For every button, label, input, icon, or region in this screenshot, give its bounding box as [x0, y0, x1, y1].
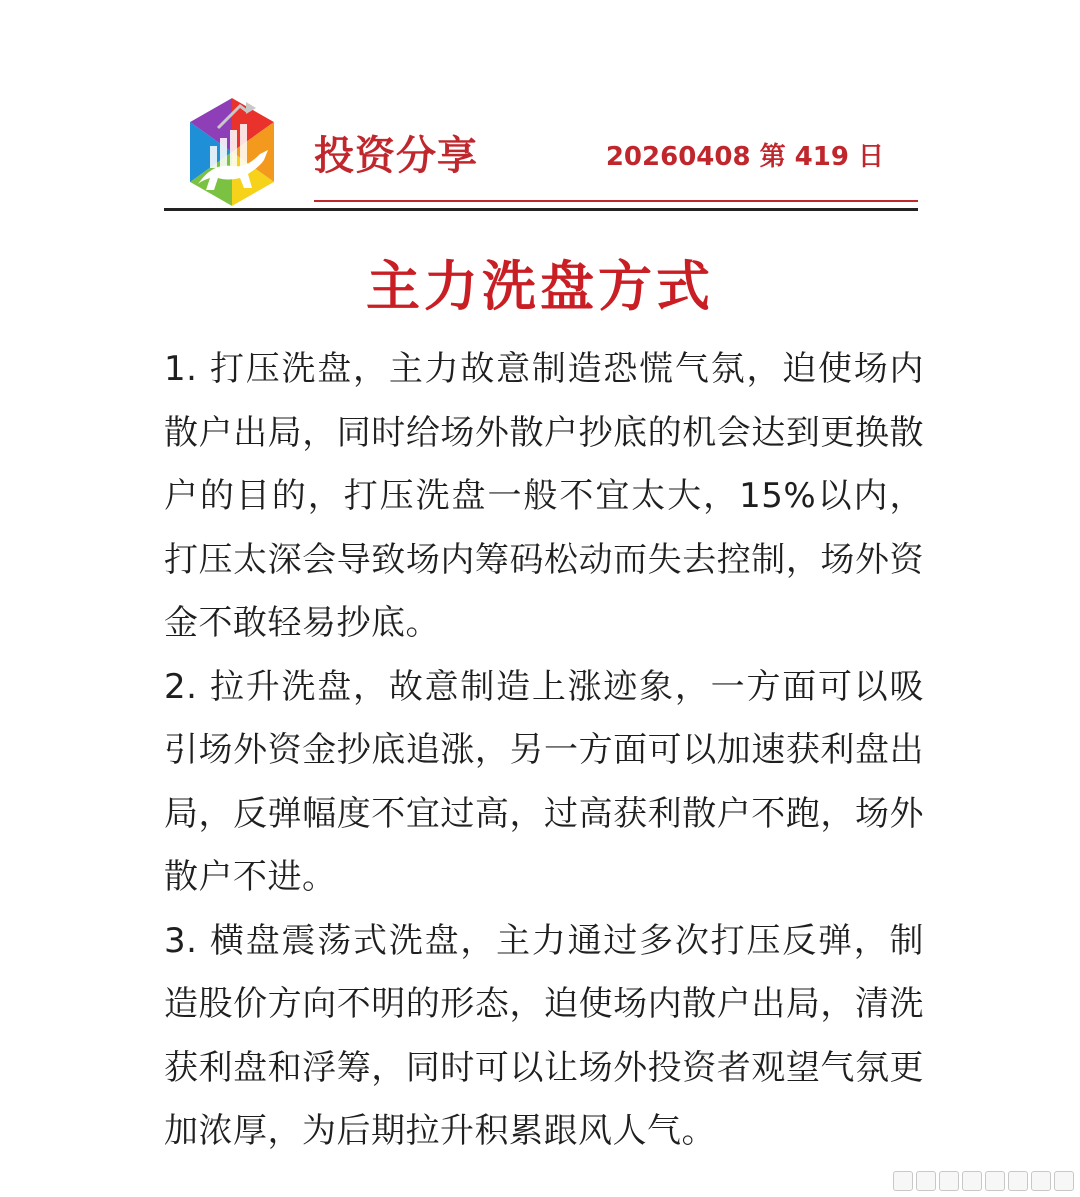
bull-hexagon-logo-icon: [182, 84, 282, 212]
header: [164, 84, 918, 216]
paragraph-3: 3. 横盘震荡式洗盘，主力通过多次打压反弹，制造股价方向不明的形态，迫使场内散户出局，清洗获利盘和浮筹，同时可以让场外投资者观望气氛更加浓厚，为后期拉升积累跟风人气。: [164, 920, 924, 1151]
page-title: 主力洗盘方式: [366, 255, 714, 318]
issue-date: 20260408 第 419 日: [605, 142, 884, 172]
header-divider-thick: [164, 208, 918, 211]
article-body: [164, 338, 924, 1164]
paragraph-1: 1. 打压洗盘，主力故意制造恐慌气氛，迫使场内散户出局，同时给场外散户抄底的机会达到更换散户的目的，打压洗盘一般不宜太大，15%以内，打压太深会导致场内筹码松动而失去控制，场外资金不敢轻易抄底。: [164, 349, 924, 643]
paragraph-2: 2. 拉升洗盘，故意制造上涨迹象，一方面可以吸引场外资金抄底追涨，另一方面可以加速获利盘出局，反弹幅度不宜过高，过高获利散户不跑，场外散户不进。: [164, 666, 924, 897]
brand-name: 投资分享: [314, 133, 478, 179]
watermark-dots-icon: [893, 1171, 1074, 1191]
header-divider-thin: [314, 200, 918, 202]
